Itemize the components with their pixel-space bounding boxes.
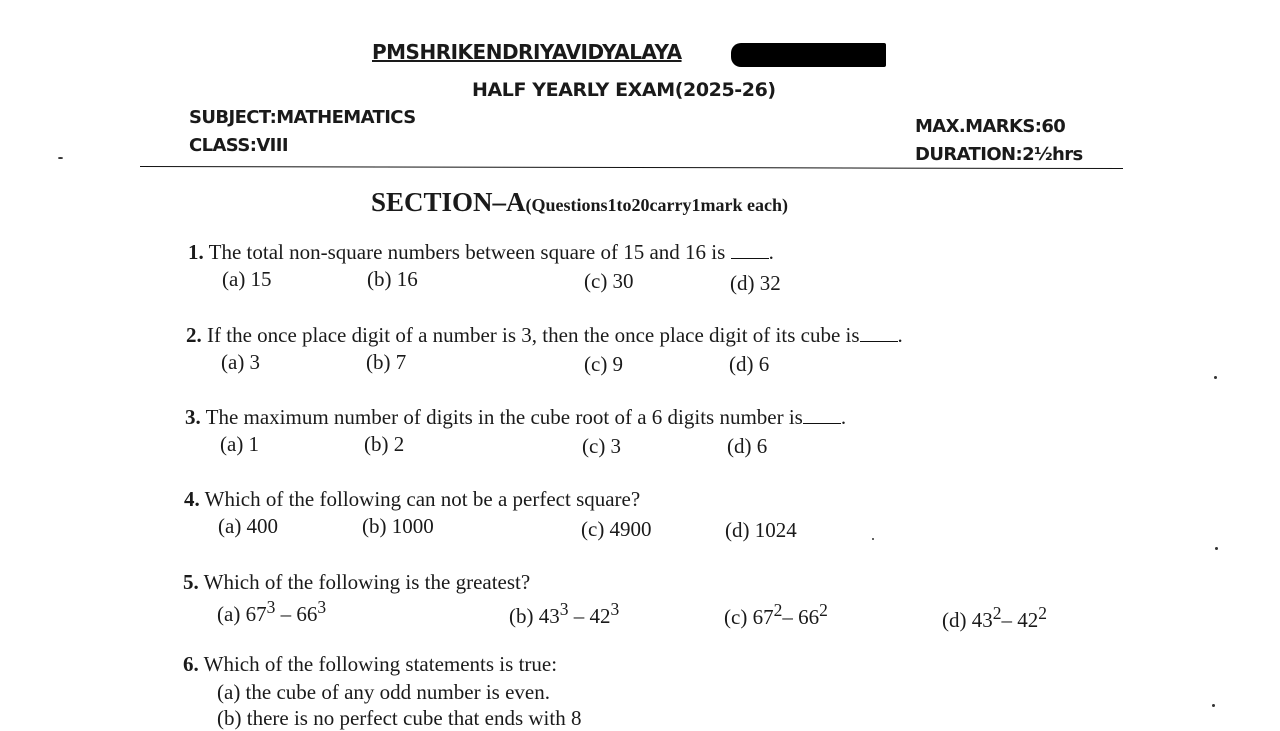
option-a: (a) 15 — [222, 267, 272, 291]
question-text: The total non-square numbers between square of 15 and 16 is — [208, 240, 731, 264]
option-a: (a) 3 — [221, 350, 261, 374]
section-note: (Questions1to20carry1mark each) — [525, 195, 788, 215]
option-c: (c) 4900 — [581, 517, 652, 541]
exponent: 2 — [773, 600, 783, 620]
operator: – — [1001, 608, 1018, 632]
exam-title: HALF YEARLY EXAM(2025-26) — [472, 79, 776, 101]
max-marks-label: MAX.MARKS:60 — [915, 116, 1066, 137]
question-5 — [183, 570, 530, 595]
scan-speck — [1214, 376, 1217, 379]
redaction-bar — [731, 43, 886, 67]
question-text: The maximum number of digits in the cube root of a 6 digits number is — [205, 405, 803, 429]
option-b: (b) 1000 — [362, 514, 434, 538]
answer-blank — [731, 240, 769, 259]
section-heading — [371, 187, 788, 218]
option-c: (c) 30 — [584, 269, 634, 293]
question-number: 1. — [188, 240, 204, 264]
option-c: (c) 9 — [584, 352, 624, 376]
option-d — [942, 603, 1047, 633]
option-label: (b) — [509, 604, 539, 628]
option-d: (d) 6 — [727, 434, 768, 458]
question-3 — [185, 405, 846, 430]
option-b: (b) 2 — [364, 432, 405, 456]
option-d: (d) 32 — [730, 271, 781, 295]
question-text: Which of the following can not be a perfect square? — [204, 487, 641, 511]
base: 67 — [245, 602, 267, 626]
question-2 — [186, 323, 903, 348]
question-number: 2. — [186, 323, 202, 347]
option-d: (d) 6 — [729, 352, 770, 376]
exponent: 2 — [992, 603, 1002, 623]
section-title: SECTION–A — [371, 187, 526, 217]
school-name: PMSHRIKENDRIYAVIDYALAYA — [372, 40, 682, 64]
option-b: (b) 7 — [366, 350, 407, 374]
exponent: 3 — [266, 597, 276, 617]
base: 43 — [971, 608, 993, 632]
scan-speck — [1212, 704, 1215, 707]
base: 42 — [589, 604, 611, 628]
scan-speck — [1215, 547, 1218, 550]
exponent: 3 — [610, 599, 620, 619]
option-a: (a) 1 — [220, 432, 260, 456]
base: 66 — [798, 605, 820, 629]
question-1 — [188, 240, 774, 265]
option-label: (c) — [724, 605, 753, 629]
question-number: 4. — [184, 487, 200, 511]
operator: – — [782, 605, 799, 629]
exponent: 2 — [819, 600, 828, 620]
question-text: If the once place digit of a number is 3, then the once place digit of its cube is — [207, 323, 860, 347]
statement-b: (b) there is no perfect cube that ends with 8 — [217, 706, 582, 730]
option-label: (a) — [217, 602, 246, 626]
class-label: CLASS:VIII — [189, 135, 288, 156]
exponent: 3 — [559, 599, 569, 619]
operator: – — [568, 604, 590, 628]
option-c — [724, 600, 828, 630]
option-c: (c) 3 — [582, 434, 622, 458]
option-a: (a) 400 — [218, 514, 279, 538]
question-text: Which of the following is the greatest? — [203, 570, 531, 594]
operator: – — [275, 602, 297, 626]
scan-speck — [872, 538, 874, 540]
base: 42 — [1017, 608, 1039, 632]
scan-speck — [58, 157, 63, 159]
base: 66 — [296, 602, 318, 626]
question-number: 6. — [183, 652, 199, 676]
question-end: . — [897, 323, 903, 347]
header-divider — [140, 166, 1123, 169]
option-b: (b) 16 — [367, 267, 418, 291]
answer-blank — [860, 323, 898, 342]
base: 67 — [752, 605, 774, 629]
subject-label: SUBJECT:MATHEMATICS — [189, 107, 416, 128]
option-b — [509, 599, 619, 629]
question-text: Which of the following statements is true: — [203, 652, 558, 676]
exponent: 2 — [1038, 603, 1047, 623]
option-label: (d) — [942, 608, 972, 632]
option-a — [217, 597, 326, 627]
exponent: 3 — [317, 597, 327, 617]
question-number: 3. — [185, 405, 201, 429]
question-end: . — [768, 240, 774, 264]
base: 43 — [538, 604, 560, 628]
option-d: (d) 1024 — [725, 518, 797, 542]
duration-label: DURATION:2½hrs — [915, 144, 1083, 165]
statement-a: (a) the cube of any odd number is even. — [217, 680, 550, 704]
question-6 — [183, 652, 557, 677]
answer-blank — [803, 405, 841, 424]
question-4 — [184, 487, 640, 512]
question-end: . — [840, 405, 847, 429]
question-number: 5. — [183, 570, 199, 594]
